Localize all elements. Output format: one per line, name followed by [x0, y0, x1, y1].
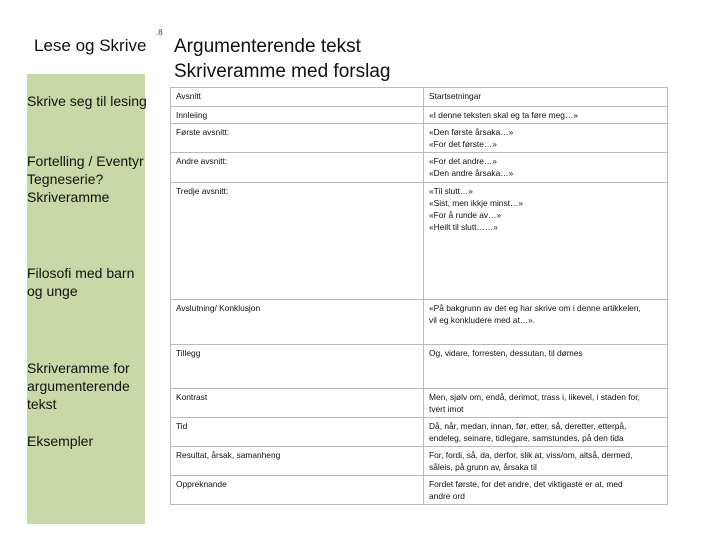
table-cell-right: «Den første årsaka…» «For det første…»: [424, 124, 668, 153]
table-cell-right: «Til slutt…» «Sist, men ikkje minst…» «For å runde av…» «Heilt til slutt……»: [424, 183, 668, 300]
table-row: [171, 389, 668, 418]
table-cell-right: «I denne teksten skal eg ta føre meg…»: [424, 107, 668, 124]
table-cell-right: Då, når, medan, innan, før, etter, så, deretter, etterpå, endeleg, seinare, tidlegare, samstundes, på den tida: [424, 418, 668, 447]
slide-mark: .8: [156, 28, 163, 37]
table-cell-left: Tillegg: [171, 345, 424, 389]
table-cell-left: Avsnitt: [171, 88, 424, 107]
sidebar-item-skriveramme-argumenterende[interactable]: Skriveramme for argumenterende tekst: [27, 360, 130, 412]
table-row: [171, 300, 668, 345]
table-cell-left: Avslutning/ Konklusjon: [171, 300, 424, 345]
table-cell-right: Og, vidare, forresten, dessutan, til dømes: [424, 345, 668, 389]
table-row: [171, 183, 668, 300]
table-cell-left: Tid: [171, 418, 424, 447]
table-cell-right: Men, sjølv om, endå, derimot, trass i, likevel, i staden for, tvert imot: [424, 389, 668, 418]
site-brand: Lese og Skrive: [34, 36, 147, 55]
sidebar-item-filosofi[interactable]: Filosofi med barn og unge: [27, 265, 135, 299]
table-cell-left: Første avsnitt:: [171, 124, 424, 153]
page-title: [174, 34, 390, 84]
title-line-1: Argumenterende tekst: [174, 36, 361, 57]
table-cell-right: «På bakgrunn av det eg har skrive om i denne artikkelen, vil eg konkludere med at…».: [424, 300, 668, 345]
table-row: [171, 345, 668, 389]
table-cell-left: Kontrast: [171, 389, 424, 418]
table-cell-right: «For det andre…» «Den andre årsaka…»: [424, 153, 668, 183]
title-line-2: Skriveramme med forslag: [174, 61, 391, 82]
table-cell-left: Innleiing: [171, 107, 424, 124]
writing-frame-table: [170, 87, 668, 505]
table-row: [171, 124, 668, 153]
table-cell-left: Resultat, årsak, samanheng: [171, 447, 424, 476]
table-row: [171, 476, 668, 505]
sidebar-item-fortelling-eventyr[interactable]: Fortelling / Eventyr Tegneserie? Skriveramme: [27, 153, 144, 205]
table-cell-right: Startsetningar: [424, 88, 668, 107]
table-row: [171, 153, 668, 183]
table-row: [171, 88, 668, 107]
table-row: [171, 447, 668, 476]
table-cell-left: Andre avsnitt:: [171, 153, 424, 183]
table-cell-left: Oppreknande: [171, 476, 424, 505]
table-cell-left: Tredje avsnitt:: [171, 183, 424, 300]
sidebar-item-skrive-seg-til-lesing[interactable]: Skrive seg til lesing: [27, 93, 147, 109]
table-row: [171, 418, 668, 447]
table-cell-right: Fordet første, for det andre, det viktigaste er at, med andre ord: [424, 476, 668, 505]
sidebar-item-eksempler[interactable]: Eksempler: [27, 433, 94, 449]
table-cell-right: For, fordi, så, da, derfor, slik at, viss/om, altså, dermed, såleis, på grunn av, årsaka til: [424, 447, 668, 476]
table-row: [171, 107, 668, 124]
